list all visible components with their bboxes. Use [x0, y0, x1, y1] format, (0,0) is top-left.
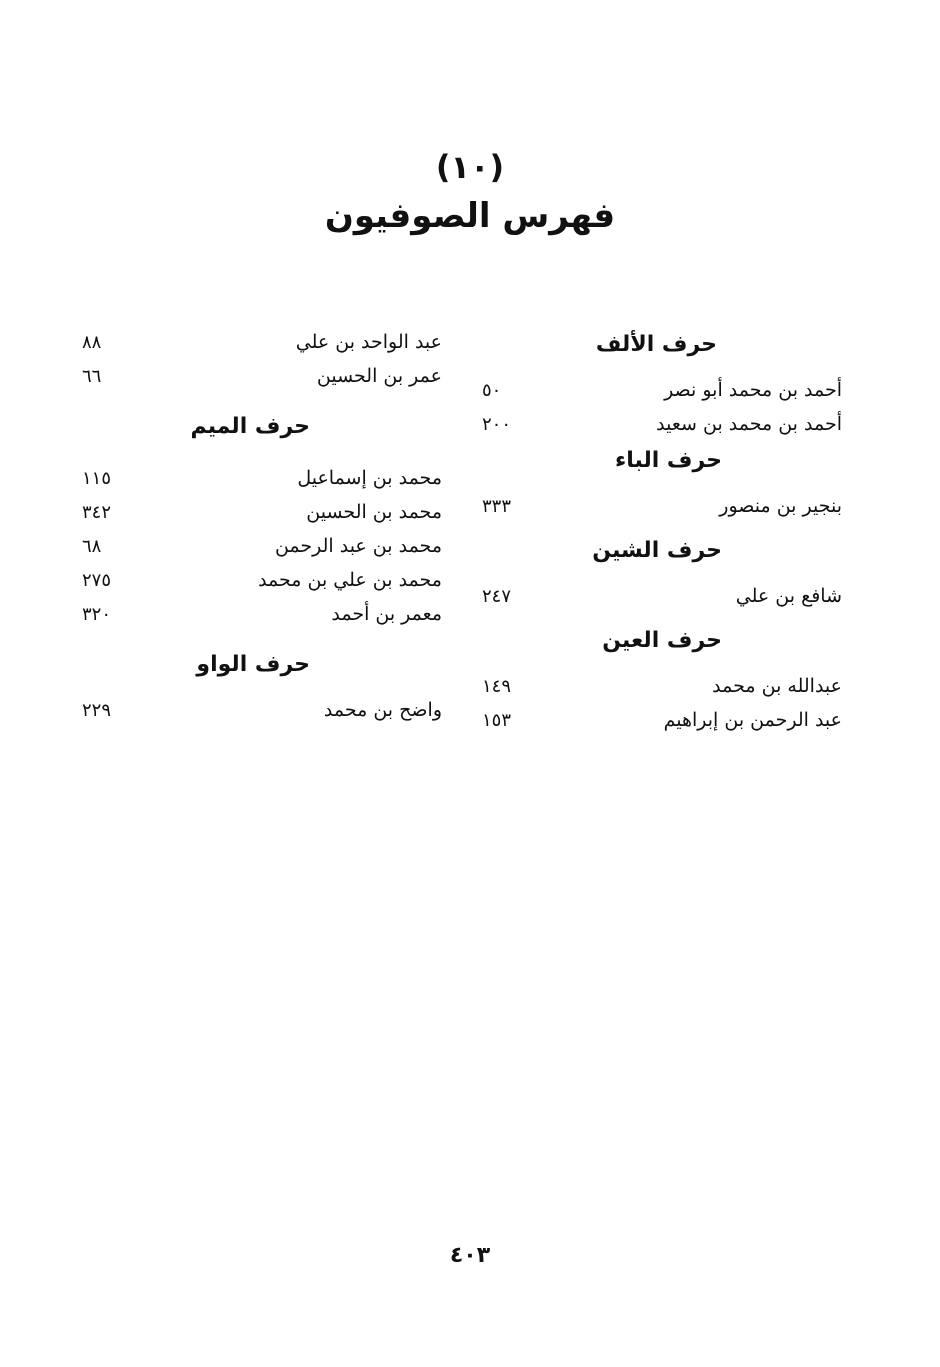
page-number: ٤٠٣ [449, 1243, 491, 1268]
index-entry [82, 597, 442, 631]
entry-page: ٢٢٩ [82, 699, 112, 721]
entry-name: محمد بن عبد الرحمن [274, 535, 442, 557]
entry-page: ٢٠٠ [482, 413, 512, 435]
section-heading-shin: حرف الشين [592, 538, 722, 563]
index-entry [82, 325, 442, 359]
entry-page: ٣٢٠ [82, 603, 112, 625]
entry-page: ٣٣٣ [482, 495, 512, 517]
index-entry [482, 669, 842, 703]
entry-name: عبد الرحمن بن إبراهيم [663, 709, 842, 731]
section-heading-waw: حرف الواو [196, 652, 310, 677]
index-column-right [482, 325, 842, 737]
index-column-left [82, 325, 442, 727]
section-heading-mim: حرف الميم [190, 414, 310, 439]
entry-name: معمر بن أحمد [331, 603, 442, 625]
entry-page: ٥٠ [482, 379, 502, 401]
entry-name: محمد بن علي بن محمد [258, 569, 442, 591]
entry-page: ٣٤٢ [82, 501, 112, 523]
index-entry [482, 373, 842, 407]
entry-name: أحمد بن محمد بن سعيد [656, 413, 842, 435]
entry-name: محمد بن إسماعيل [297, 467, 442, 489]
index-entry [82, 563, 442, 597]
section-heading-ba: حرف الباء [614, 448, 722, 473]
index-entry [482, 489, 842, 523]
entry-name: واضح بن محمد [323, 699, 442, 721]
entry-name: أحمد بن محمد أبو نصر [664, 379, 842, 401]
index-entry [482, 579, 842, 613]
entry-page: ١١٥ [82, 467, 112, 489]
index-entry [82, 461, 442, 495]
entry-page: ٦٨ [82, 535, 102, 557]
index-entry [82, 529, 442, 563]
chapter-number: (١٠) [435, 148, 505, 186]
entry-name: بنجير بن منصور [719, 495, 842, 517]
entry-name: محمد بن الحسين [306, 501, 442, 523]
entry-page: ٢٤٧ [482, 585, 512, 607]
entry-name: عمر بن الحسين [316, 365, 442, 387]
entry-name: شافع بن علي [735, 585, 842, 607]
entry-page: ٨٨ [82, 331, 102, 353]
section-heading-alif: حرف الألف [595, 332, 717, 357]
entry-page: ١٤٩ [482, 675, 512, 697]
entry-name: عبدالله بن محمد [712, 675, 842, 697]
index-entry [482, 703, 842, 737]
entry-page: ٢٧٥ [82, 569, 112, 591]
entry-name: عبد الواحد بن علي [295, 331, 442, 353]
entry-page: ١٥٣ [482, 709, 512, 731]
index-entry [82, 693, 442, 727]
index-entry [482, 407, 842, 441]
entry-page: ٦٦ [82, 365, 102, 387]
index-entry [82, 495, 442, 529]
index-entry [82, 359, 442, 393]
section-heading-ayn: حرف العين [602, 628, 722, 653]
page-title: فهرس الصوفيون [324, 196, 616, 236]
